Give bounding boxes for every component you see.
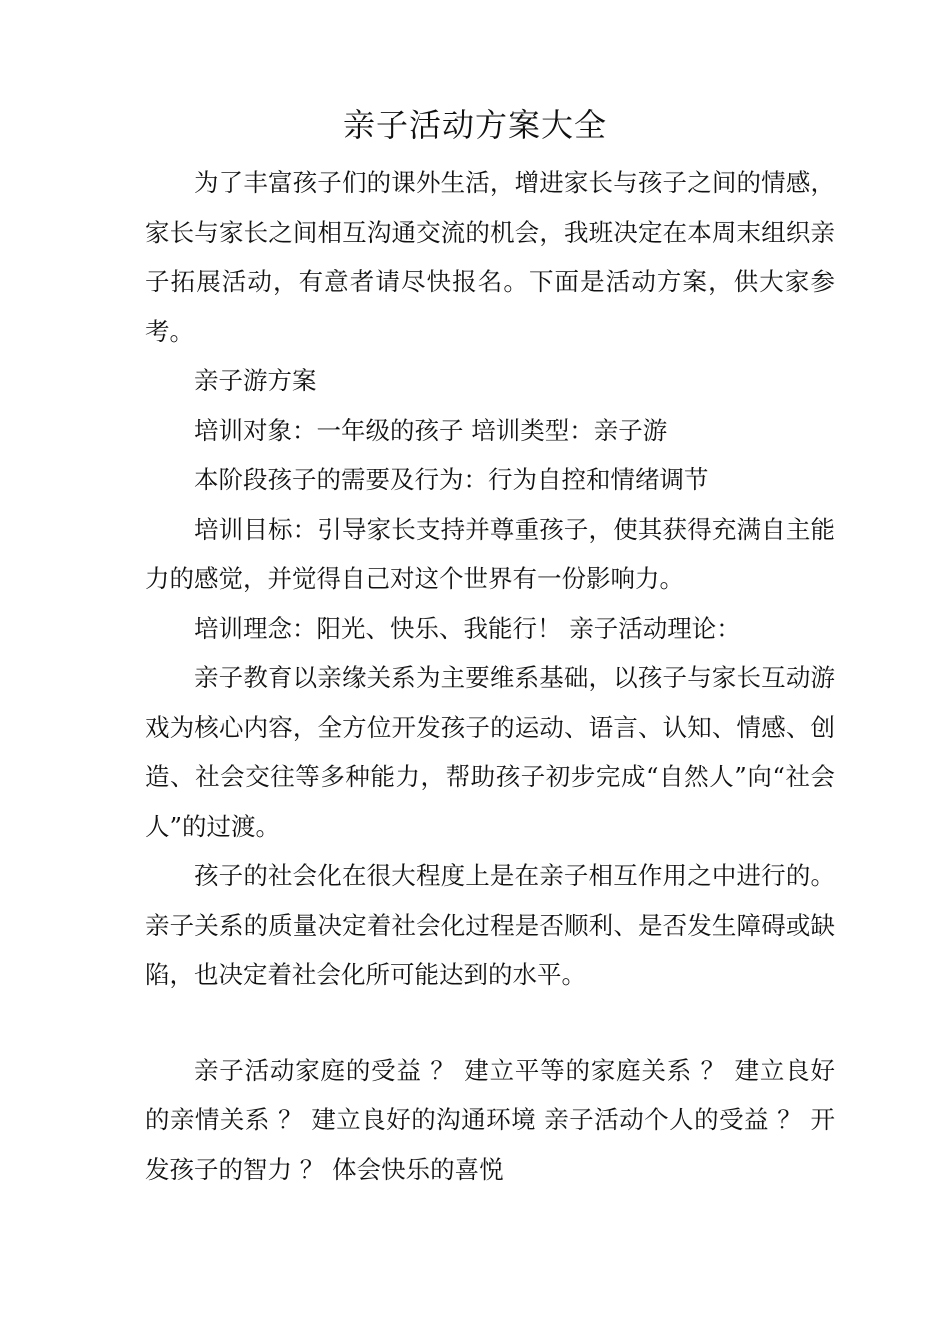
document-body (145, 158, 835, 1194)
paragraph-needs-behavior: 本阶段孩子的需要及行为：行为自控和情绪调节 (194, 465, 709, 494)
paragraph-training-target: 培训对象：一年级的孩子 培训类型：亲子游 (194, 415, 668, 445)
paragraph-training-goal: 培训目标：引导家长支持并尊重孩子，使其获得充满自主能力的感觉，并觉得自己对这个世界有一份影响力。 (145, 514, 835, 593)
paragraph-spacer (145, 1000, 835, 1046)
document-title: 亲子活动方案大全 (342, 106, 607, 144)
paragraph-training-concept: 培训理念：阳光、快乐、我能行！ 亲子活动理论： (194, 613, 741, 643)
paragraph-benefits: 亲子活动家庭的受益 ？ 建立平等的家庭关系 ？ 建立良好的亲情关系 ？ 建立良好的沟通环境 亲子活动个人的受益 ？ 开发孩子的智力 ？ 体会快乐的喜悦 (145, 1055, 835, 1184)
paragraph-plan-heading: 亲子游方案 (194, 366, 317, 395)
paragraph-socialization: 孩子的社会化在很大程度上是在亲子相互作用之中进行的。亲子关系的质量决定着社会化过程是否顺利、是否发生障碍或缺陷，也决定着社会化所可能达到的水平。 (145, 861, 835, 989)
paragraph-parent-child-education: 亲子教育以亲缘关系为主要维系基础，以孩子与家长互动游戏为核心内容，全方位开发孩子的运动、语言、认知、情感、创造、社会交往等多种能力，帮助孩子初步完成“自然人”向“社会人”的过渡。 (145, 663, 835, 841)
paragraph-intro: 为了丰富孩子们的课外生活，增进家长与孩子之间的情感，家长与家长之间相互沟通交流的机会，我班决定在本周末组织亲子拓展活动，有意者请尽快报名。下面是活动方案，供大家参考。 (145, 168, 835, 346)
